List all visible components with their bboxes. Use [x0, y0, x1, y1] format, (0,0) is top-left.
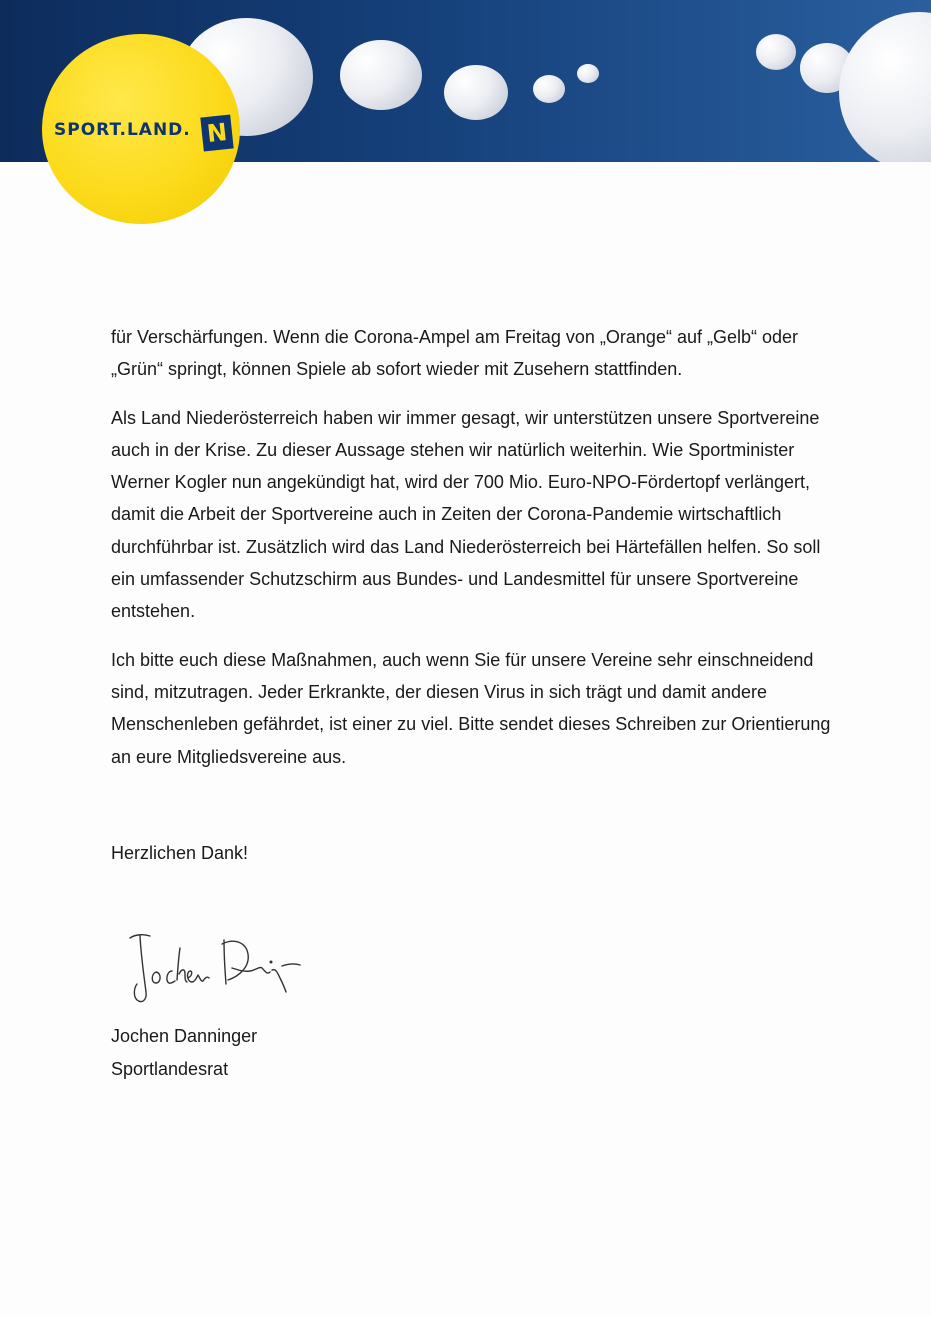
decorative-sphere [533, 75, 565, 103]
letter-body [111, 321, 831, 789]
signer-title: Sportlandesrat [111, 1058, 229, 1079]
signer-name: Jochen Danninger [111, 1026, 258, 1046]
logo-badge: N [200, 115, 233, 152]
decorative-sphere [340, 40, 422, 110]
decorative-sphere [756, 34, 796, 70]
handwritten-signature [122, 926, 307, 1008]
decorative-sphere [577, 64, 599, 83]
decorative-sphere [444, 65, 508, 120]
paragraph: Ich bitte euch diese Maßnahmen, auch wenn Sie für unsere Vereine sehr einschneidend sind, mitzutragen. Jeder Erkrankte, der diesen Virus in sich trägt und damit andere Menschenleben gefährdet, ist einer zu viel. Bitte sendet dieses Schreiben zur Orientierung an eure Mitgliedsvereine aus. [111, 649, 831, 767]
paragraph: für Verschärfungen. Wenn die Corona-Ampel am Freitag von „Orange“ auf „Gelb“ oder „Grün“ springt, können Spiele ab sofort wieder mit Zusehern stattfinden. [111, 327, 799, 380]
closing: Herzlichen Dank! [111, 843, 249, 863]
logo-wordmark: SPORT.LAND. [54, 120, 191, 140]
decorative-sphere [839, 12, 931, 162]
paragraph: Als Land Niederösterreich haben wir immer gesagt, wir unterstützen unsere Sportvereine auch in der Krise. Zu dieser Aussage stehen wir natürlich weiterhin. Wie Sportminister Werner Kogler nun angekündigt hat, wird der 700 Mio. Euro-NPO-Fördertopf verlängert, damit die Arbeit der Sportvereine auch in Zeiten der Corona-Pandemie wirtschaftlich durchführbar ist. Zusätzlich wird das Land Niederösterreich bei Härtefällen helfen. So soll ein umfassender Schutzschirm aus Bundes- und Landesmittel für unsere Sportvereine entstehen. [111, 407, 821, 622]
signature-block [111, 1020, 257, 1085]
